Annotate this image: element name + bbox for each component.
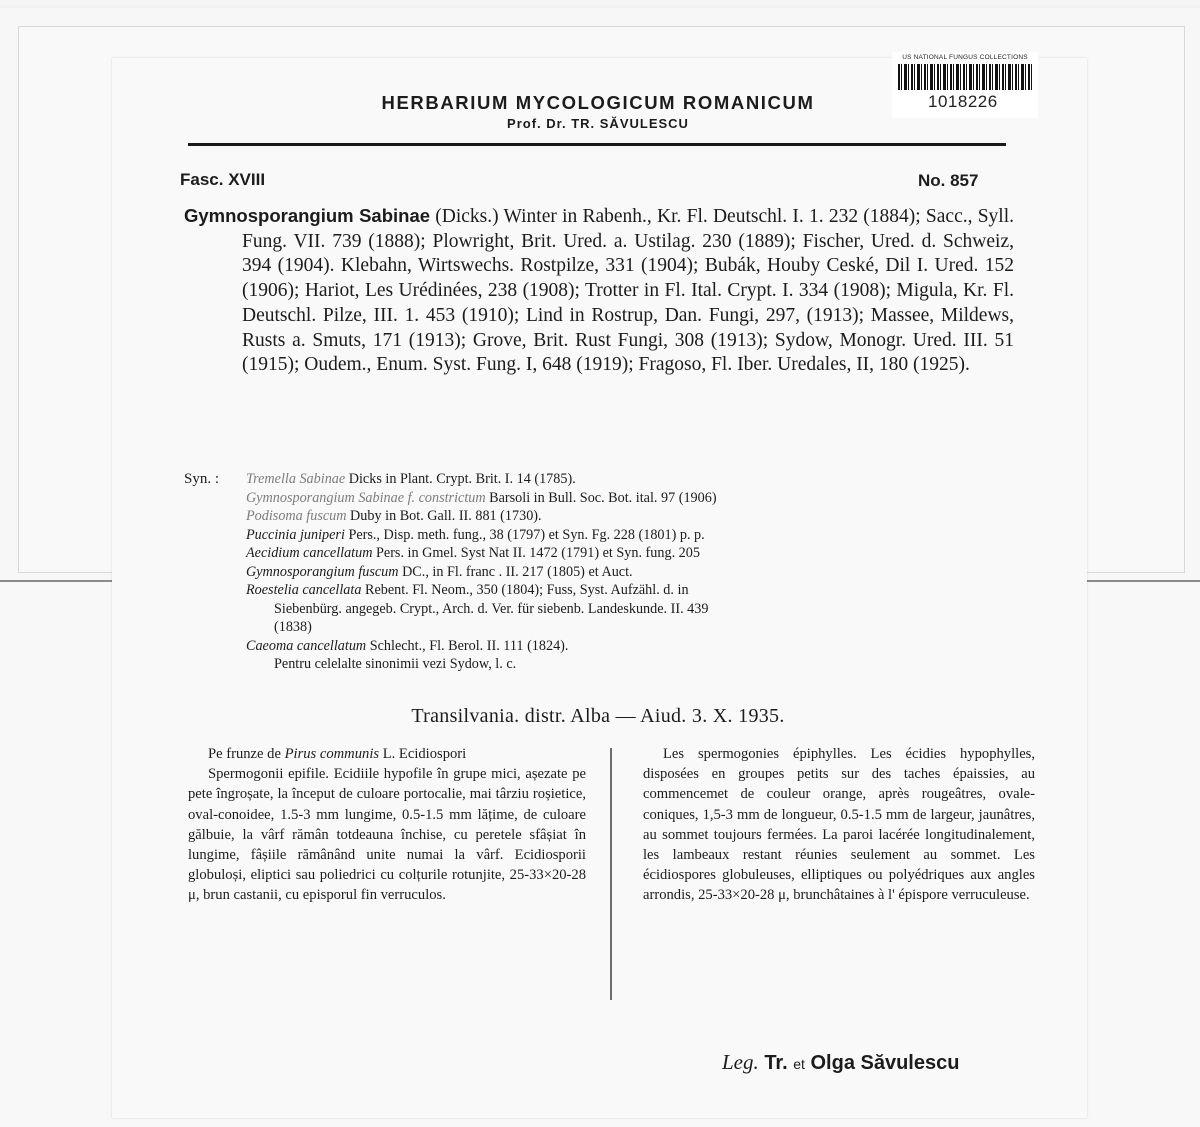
- collector-line: [722, 1050, 959, 1075]
- citation-text: (Dicks.) Winter in Rabenh., Kr. Fl. Deutschl. I. 1. 232 (1884); Sacc., Syll. Fung. VII. 739 (1888); Plowright, Brit. Ured. a. Ustilag. 230 (1889); Fischer, Ured. d. Schweiz, 394 (1904). Klebahn, Wirtswechs. Rostpilze, 331 (1904); Bubák, Houby Ceské, Dil I. Ured. 152 (1906); Hariot, Les Urédinées, 238 (1908); Trotter in Fl. Ital. Crypt. I. 334 (1908); Migula, Kr. Fl. Deutschl. Pilze, III. 1. 453 (1910); Lind in Rostrup, Dan. Fungi, 297, (1913); Massee, Mildews, Rusts a. Smuts, 171 (1913); Grove, Brit. Rust Fungi, 308 (1913); Sydow, Monogr. Ured. III. 51 (1915); Oudem., Enum. Syst. Fung. I, 648 (1919); Fragoso, Fl. Iber. Uredales, II, 180 (1925).: [242, 206, 1015, 376]
- column-divider: [610, 748, 612, 1000]
- synonym-item-continued: (1838): [274, 619, 312, 635]
- specimen-number: No. 857: [918, 171, 979, 190]
- description-romanian-body: Spermogonii epifile. Ecidiile hypofile în grupe mici, așezate pe pete îngroșate, la început de culoare portocalie, mai târziu roșietice, oval-conoidee, 1.5-3 mm lungime, 0.5-1.5 mm lățime, de culoare gălbuie, la vârf rămân totdeauna închise, cu peretele sfâșiat în lungime, fâșiile rămânând unite numai la vârf. Ecidiosporii globuloși, eliptici sau poliedrici cu colțurile rotunjite, 25-33×20-28 μ, brun castanii, cu episporul fin verruculos.: [188, 766, 586, 904]
- synonyms-label: Syn. :: [184, 471, 220, 487]
- synonym-item: Podisoma fuscum Duby in Bot. Gall. II. 881 (1730).: [246, 508, 542, 524]
- collector-second: Olga Săvulescu: [810, 1052, 960, 1074]
- fascicle-label: Fasc. XVIII: [180, 170, 266, 189]
- description-romanian: Pe frunze de Pirus communis L. Ecidiospori Spermogonii epifile. Ecidiile hypofile în grupe mici, așezate pe pete îngroșate, la început de culoare portocalie, mai târziu roșietice, oval-conoidee, 1.5-3 mm lungime, 0.5-1.5 mm lățime, de culoare gălbuie, la vârf rămân totdeauna închise, cu peretele sfâșiat în lungime, fâșiile rămânând unite numai la vârf. Ecidiosporii globuloși, eliptici sau poliedrici cu colțurile rotunjite, 25-33×20-28 μ, brun castanii, cu episporul fin verruculos.: [188, 744, 586, 906]
- label-header: [188, 92, 1008, 131]
- collector-first: Tr.: [764, 1052, 788, 1074]
- synonym-item: Tremella Sabinae Dicks in Plant. Crypt. Brit. I. 14 (1785).: [246, 471, 576, 487]
- collection-locality: Transilvania. distr. Alba — Aiud. 3. X. 1935.: [411, 705, 785, 727]
- herbarium-subtitle: Prof. Dr. TR. SĂVULESCU: [507, 116, 689, 131]
- species-name: Gymnosporangium Sabinae: [184, 205, 431, 226]
- taxon-citation: [184, 204, 1014, 378]
- synonym-item: Gymnosporangium Sabinae f. constrictum Barsoli in Bull. Soc. Bot. ital. 97 (1906): [246, 489, 717, 506]
- barcode-icon: [898, 64, 1032, 90]
- description-french: [643, 744, 1035, 906]
- synonym-item: Aecidium cancellatum Pers. in Gmel. Syst Nat II. 1472 (1791) et Syn. fung. 205: [246, 545, 700, 561]
- description-french-body: Les spermogonies épiphylles. Les écidies hypophylles, disposées en groupes petits sur des taches épaissies, au commencemet de couleur orange, après rougeâtres, ovale-coniques, 1,5-3 mm de longueur, 0.5-1.5 mm de largeur, jaunâtres, au sommet toujours fermées. La paroi lacérée longitudinalement, les lambeaux restant réunies seulement au sommet. Les écidiospores globuleuses, elliptiques ou polyédriques aux angles arrondis, 25-33×20-28 μ, brunchâtaines à l' épispore verruculeuse.: [643, 746, 1035, 904]
- header-divider: [188, 143, 1006, 146]
- host-name: Pirus communis: [284, 746, 380, 762]
- leg-label: Leg.: [722, 1050, 759, 1074]
- synonym-item: Gymnosporangium fuscum DC., in Fl. franc . II. 217 (1805) et Auct.: [246, 563, 633, 580]
- synonym-item-continued: Siebenbürg. angegeb. Crypt., Arch. d. Ver. für siebenb. Landeskunde. II. 439: [274, 600, 709, 617]
- synonym-item: Roestelia cancellata Rebent. Fl. Neom., 350 (1804); Fuss, Syst. Aufzähl. d. in: [246, 582, 689, 598]
- synonym-item: Puccinia juniperi Pers., Disp. meth. fung., 38 (1797) et Syn. Fg. 228 (1801) p. p.: [246, 526, 705, 543]
- synonyms-list: [246, 470, 1031, 674]
- barcode-caption: US NATIONAL FUNGUS COLLECTIONS: [902, 54, 1028, 61]
- synonym-item: Caeoma cancellatum Schlecht., Fl. Berol. II. 111 (1824).: [246, 637, 569, 654]
- collector-conjunction: et: [793, 1056, 805, 1072]
- barcode-number: 1018226: [928, 92, 998, 111]
- herbarium-title: HERBARIUM MYCOLOGICUM ROMANICUM: [381, 92, 815, 113]
- synonyms-note: Pentru celelalte sinonimii vezi Sydow, l. c.: [274, 656, 517, 672]
